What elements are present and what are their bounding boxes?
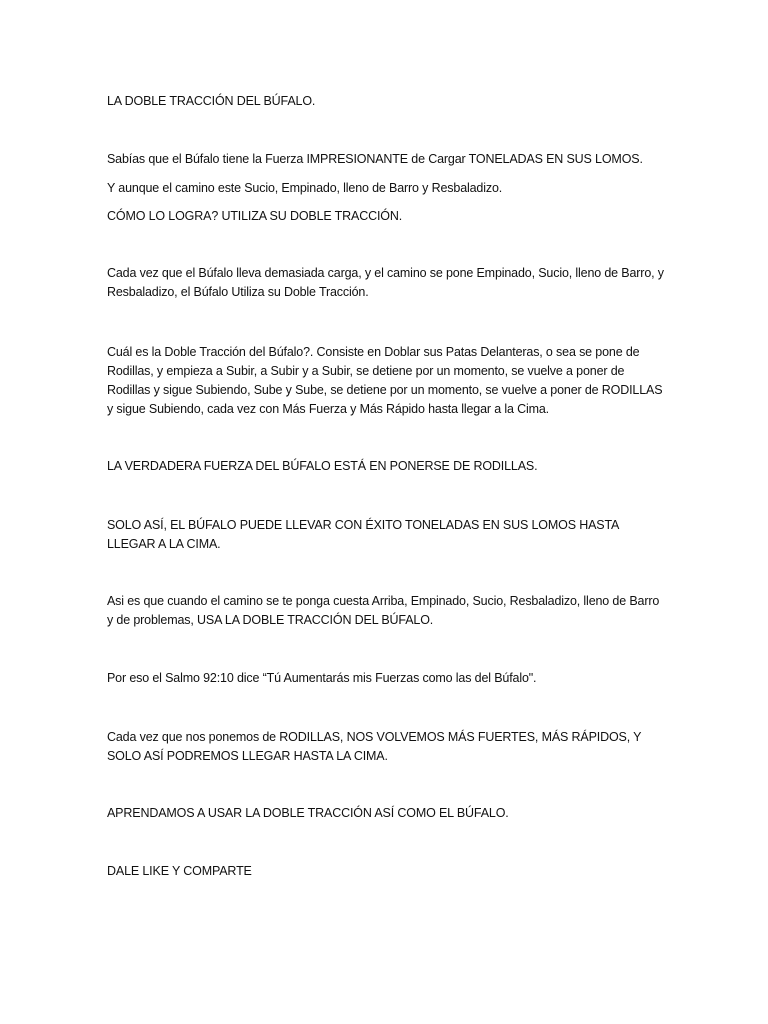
paragraph-1: Sabías que el Búfalo tiene la Fuerza IMPRESIONANTE de Cargar TONELADAS EN SUS LOMOS. (107, 152, 643, 166)
paragraph-3: CÓMO LO LOGRA? UTILIZA SU DOBLE TRACCIÓN. (107, 209, 403, 223)
paragraph-9: Por eso el Salmo 92:10 dice “Tú Aumentarás mis Fuerzas como las del Búfalo". (107, 671, 537, 685)
paragraph-11: APRENDAMOS A USAR LA DOBLE TRACCIÓN ASÍ COMO EL BÚFALO. (107, 806, 509, 820)
paragraph-12: DALE LIKE Y COMPARTE (107, 864, 252, 878)
paragraph-7: SOLO ASÍ, EL BÚFALO PUEDE LLEVAR CON ÉXITO TONELADAS EN SUS LOMOS HASTA LLEGAR A LA CIMA. (107, 518, 619, 551)
document-title: LA DOBLE TRACCIÓN DEL BÚFALO. (107, 94, 316, 108)
paragraph-4: Cada vez que el Búfalo lleva demasiada carga, y el camino se pone Empinado, Sucio, lleno de Barro, y Resbaladizo, el Búfalo Utiliza su Doble Tracción. (107, 266, 664, 299)
paragraph-6: LA VERDADERA FUERZA DEL BÚFALO ESTÁ EN PONERSE DE RODILLAS. (107, 459, 538, 473)
paragraph-5: Cuál es la Doble Tracción del Búfalo?. Consiste en Doblar sus Patas Delanteras, o sea se pone de Rodillas, y empieza a Subir, a Subir y a Subir, se detiene por un momento, se vuelve a poner de Rodillas y sigue Subiendo, Sube y Sube, se detiene por un momento, se vuelve a poner de RODILLAS y sigue Subiendo, cada vez con Más Fuerza y Más Rápido hasta llegar a la Cima. (107, 345, 663, 416)
paragraph-2: Y aunque el camino este Sucio, Empinado, lleno de Barro y Resbaladizo. (107, 181, 503, 195)
paragraph-8: Asi es que cuando el camino se te ponga cuesta Arriba, Empinado, Sucio, Resbaladizo, lleno de Barro y de problemas, USA LA DOBLE TRACCIÓN DEL BÚFALO. (107, 594, 660, 627)
paragraph-10: Cada vez que nos ponemos de RODILLAS, NOS VOLVEMOS MÁS FUERTES, MÁS RÁPIDOS, Y SOLO ASÍ PODREMOS LLEGAR HASTA LA CIMA. (107, 730, 642, 763)
